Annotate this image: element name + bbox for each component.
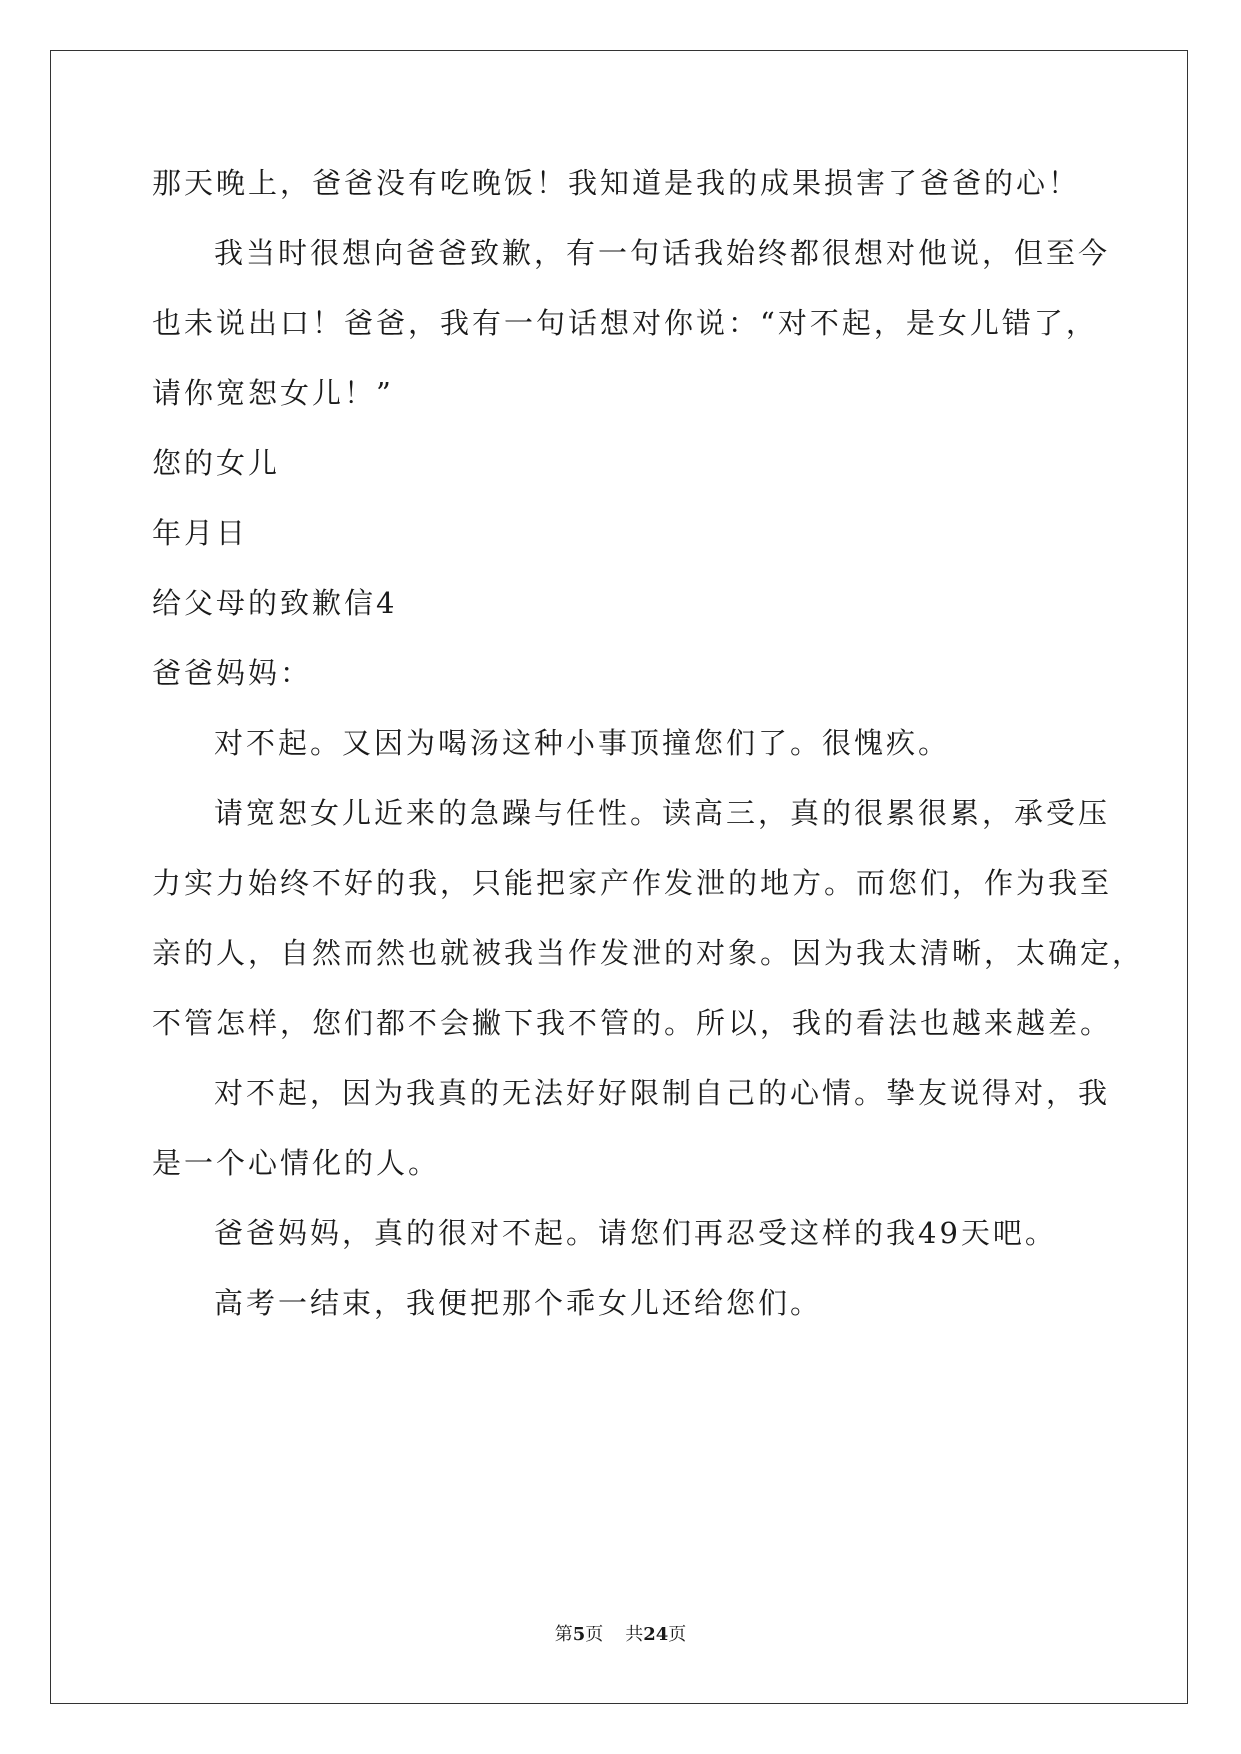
page-footer — [0, 1623, 1241, 1647]
paragraph-line: 也未说出口！爸爸，我有一句话想对你说：“对不起，是女儿错了， — [152, 306, 1098, 340]
paragraph-line: 那天晚上，爸爸没有吃晚饭！我知道是我的成果损害了爸爸的心！ — [152, 166, 1081, 200]
paragraph-line: 力实力始终不好的我，只能把家产作发泄的地方。而您们，作为我至 — [152, 866, 1113, 900]
paragraph-line: 对不起，因为我真的无法好好限制自己的心情。挚友说得对，我 — [214, 1076, 1111, 1110]
salutation: 爸爸妈妈： — [152, 656, 313, 690]
section-title: 给父母的致歉信4 — [152, 586, 398, 620]
paragraph-line: 请你宽恕女儿！” — [152, 376, 394, 410]
total-pages: 24 — [643, 1624, 669, 1645]
signature-line: 您的女儿 — [152, 446, 281, 480]
paragraph-line: 我当时很想向爸爸致歉，有一句话我始终都很想对他说，但至今 — [214, 236, 1111, 270]
date-line: 年月日 — [152, 516, 249, 550]
total-suffix: 页 — [668, 1624, 687, 1645]
total-prefix: 共 — [625, 1624, 644, 1645]
paragraph-line: 高考一结束，我便把那个乖女儿还给您们。 — [214, 1286, 823, 1320]
paragraph-line: 爸爸妈妈，真的很对不起。请您们再忍受这样的我49天吧。 — [214, 1216, 1057, 1250]
paragraph-line: 请宽恕女儿近来的急躁与任性。读高三，真的很累很累，承受压 — [214, 796, 1111, 830]
page-number: 5 — [572, 1624, 586, 1645]
page-prefix: 第 — [554, 1624, 573, 1645]
paragraph-line: 不管怎样，您们都不会撇下我不管的。所以，我的看法也越来越差。 — [152, 1006, 1113, 1040]
paragraph-line: 对不起。又因为喝汤这种小事顶撞您们了。很愧疚。 — [214, 726, 951, 760]
paragraph-line: 亲的人，自然而然也就被我当作发泄的对象。因为我太清晰，太确定， — [152, 936, 1145, 970]
page-suffix: 页 — [585, 1624, 604, 1645]
paragraph-line: 是一个心情化的人。 — [152, 1146, 441, 1180]
